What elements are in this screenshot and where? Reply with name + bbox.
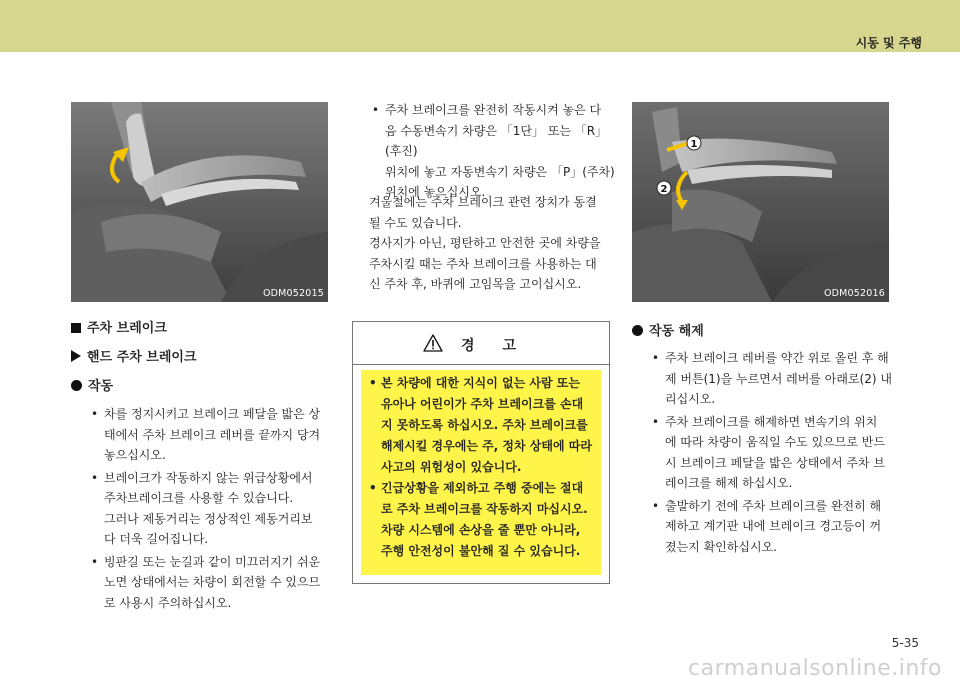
operation-heading: 작동 <box>71 378 113 396</box>
middle-bullet <box>372 100 618 203</box>
parking-brake-release-illustration <box>632 102 889 302</box>
list-item: • 긴급상황을 제외하고 주행 중에는 절대 로 주차 브레이크를 작동하지 마십시오. 차량 시스템에 손상을 줄 뿐만 아니라, 주행 안전성이 불안해 질 수 있습니다. <box>369 478 595 562</box>
list-item: • 출발하기 전에 주차 브레이크를 완전히 해 제하고 계기판 내에 브레이크 경고등이 꺼 졌는지 확인하십시오. <box>652 496 908 558</box>
warning-header <box>353 322 609 365</box>
list-item: • 빙판길 또는 눈길과 같이 미끄러지기 쉬운 노면 상태에서는 차량이 회전할 수 있으므 로 사용시 주의하십시오. <box>91 552 343 614</box>
list-item: • 주차 브레이크 레버를 약간 위로 올린 후 해 제 버튼(1)을 누르면서 레버를 아래로(2) 내 리십시오. <box>652 348 908 410</box>
release-heading: 작동 해제 <box>632 323 704 341</box>
header-band <box>0 0 960 52</box>
page-number: 5-35 <box>891 636 919 650</box>
list-item: • 주차 브레이크를 해제하면 변속기의 위치 에 따라 차량이 움직일 수도 있으므로 반드 시 브레이크 페달을 밟은 상태에서 주차 브 레이크를 해제 하십시오. <box>652 412 908 494</box>
list-item: • 주차 브레이크를 완전히 작동시켜 놓은 다 음 수동변속기 차량은 「1단」 또는 「R」(후진) 위치에 놓고 자동변속기 차량은 「P」(주차) 위치에 놓으십시오. <box>372 100 618 203</box>
chapter-title: 시동 및 주행 <box>855 36 922 50</box>
photo-code: ODM052016 <box>823 288 885 299</box>
middle-paragraph: 겨울철에는 주차 브레이크 관련 장치가 동결 될 수도 있습니다. 경사지가 아닌, 평탄하고 안전한 곳에 차량을 주차시킬 때는 주차 브레이크를 사용하는 대 신 주차 후, 바퀴에 고임목을 고이십시오. <box>369 195 601 291</box>
list-item: • 차를 정지시키고 브레이크 페달을 밟은 상 태에서 주차 브레이크 레버를 끝까지 당겨 놓으십시오. <box>91 404 343 466</box>
section-heading: 주차 브레이크 <box>71 320 167 338</box>
left-photo <box>71 102 328 302</box>
parking-brake-lever-illustration <box>71 102 328 302</box>
marker-1-label: 1 <box>690 139 698 150</box>
sub-heading: 핸드 주차 브레이크 <box>71 349 197 367</box>
marker-2-label: 2 <box>660 184 668 195</box>
right-bullet-list <box>652 348 908 557</box>
watermark: carmanualsonline.info <box>688 656 942 681</box>
warning-title: 경고 <box>461 338 545 354</box>
square-bullet-icon <box>71 323 81 333</box>
triangle-bullet-icon <box>71 350 81 362</box>
warning-box <box>352 321 610 584</box>
warning-body <box>361 370 601 575</box>
list-item: • 브레이크가 작동하지 않는 위급상황에서 주차브레이크를 사용할 수 있습니다. 그러나 제동거리는 정상적인 제동거리보 다 더욱 길어집니다. <box>91 468 343 550</box>
photo-code: ODM052015 <box>262 288 324 299</box>
circle-bullet-icon <box>632 325 643 336</box>
right-photo <box>632 102 889 302</box>
warning-triangle-icon <box>423 334 443 352</box>
circle-bullet-icon <box>71 380 82 391</box>
left-bullet-list <box>91 404 343 613</box>
list-item: • 본 차량에 대한 지식이 없는 사람 또는 유아나 어린이가 주차 브레이크를 손대 지 못하도록 하십시오. 주차 브레이크를 해제시킬 경우에는 주, 정차 상태에 따라 사고의 위험성이 있습니다. <box>369 373 595 478</box>
